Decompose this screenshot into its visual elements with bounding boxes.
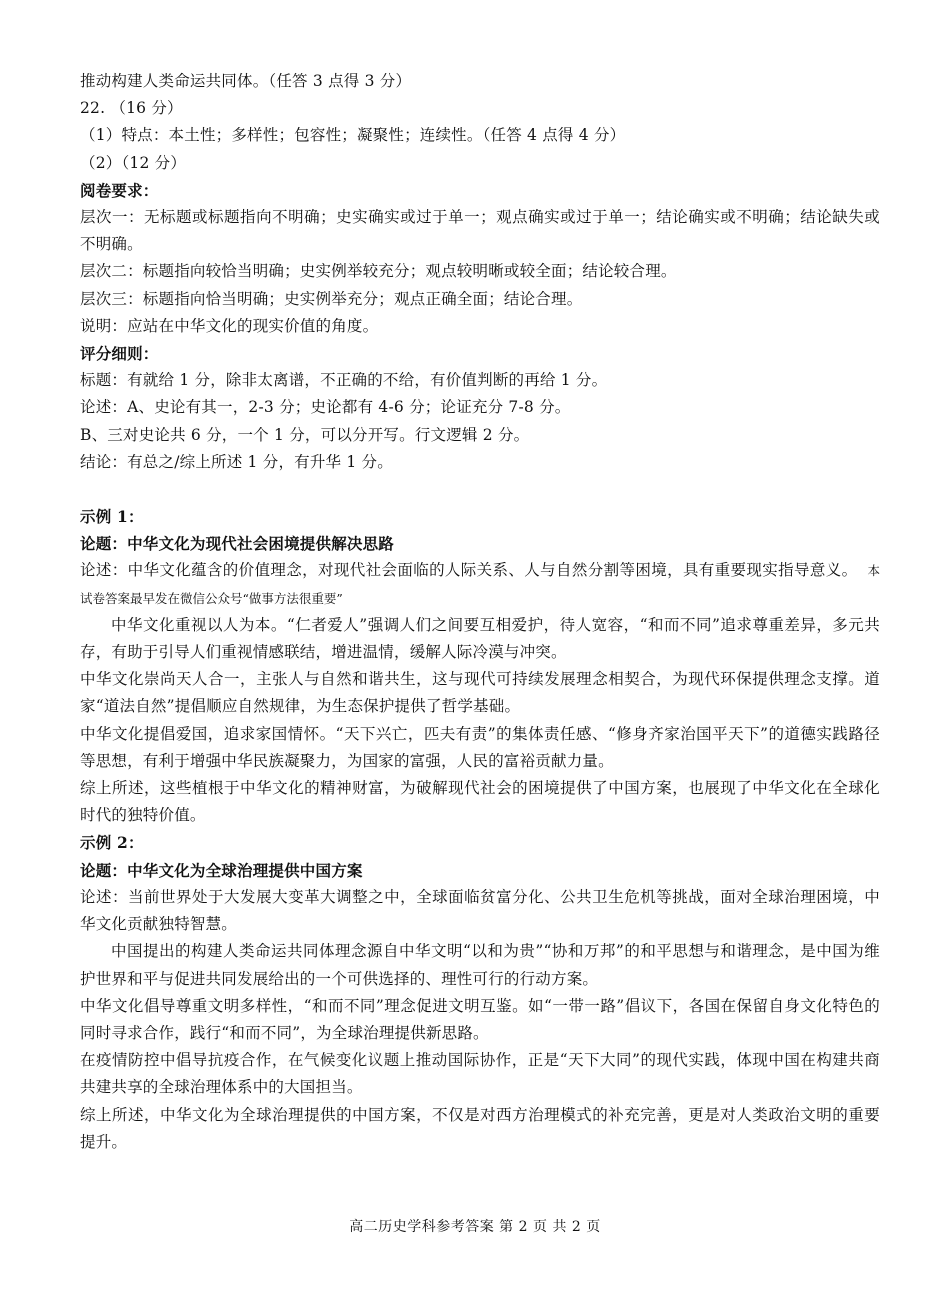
example-2-thesis: 论题：中华文化为全球治理提供中国方案 <box>80 860 363 880</box>
title-scoring-rule: 标题：有就给 1 分，除非太离谱，不正确的不给，有价值判断的再给 1 分。 <box>80 371 608 390</box>
example-2-paragraph-3: 在疫情防控中倡导抗疫合作，在气候变化议题上推动国际协作，正是“天下大同”的现代实践，体现中国在构建共商共建共享的全球治理体系中的大国担当。 <box>80 1051 880 1097</box>
question-22-title: 22. （16 分） <box>80 99 183 118</box>
continuation-line: 推动构建人类命运共同体。（任答 3 点得 3 分） <box>80 72 412 90</box>
example-1-intro <box>80 557 880 611</box>
example-1-paragraph-2: 中华文化崇尚天人合一，主张人与自然和谐共生，这与现代可持续发展理念相契合，为现代环保提供理念支撑。道家“道法自然”提倡顺应自然规律，为生态保护提供了哲学基础。 <box>80 670 880 716</box>
example-1-intro-text: 论述：中华文化蕴含的价值理念，对现代社会面临的人际关系、人与自然分割等困境，具有重要现实指导意义。 <box>80 561 858 580</box>
question-22-part-2: （2）（12 分） <box>80 153 187 172</box>
argument-scoring-rule-b: B、三对史论共 6 分，一个 1 分，可以分开写。行文逻辑 2 分。 <box>80 425 530 444</box>
level-3-criteria: 层次三：标题指向恰当明确；史实例举充分；观点正确全面；结论合理。 <box>80 289 583 308</box>
conclusion-scoring-rule: 结论：有总之/综上所述 1 分，有升华 1 分。 <box>80 452 393 471</box>
section-gap <box>80 476 880 503</box>
level-2-criteria: 层次二：标题指向较恰当明确；史实例举较充分；观点较明晰或较全面；结论较合理。 <box>80 262 677 281</box>
example-1-paragraph-1: 中华文化重视以人为本。“仁者爱人”强调人们之间要互相爱护，待人宽容，“和而不同”追求尊重差异，多元共存，有助于引导人们重视情感联结，增进温情，缓解人际冷漠与冲突。 <box>80 615 880 662</box>
example-2-intro: 论述：当前世界处于大发展大变革大调整之中，全球面临贫富分化、公共卫生危机等挑战，面对全球治理困境，中华文化贡献独特智慧。 <box>80 887 880 934</box>
example-1-thesis: 论题：中华文化为现代社会困境提供解决思路 <box>80 534 395 554</box>
reading-requirements-heading: 阅卷要求： <box>80 180 159 200</box>
example-2-paragraph-2: 中华文化倡导尊重文明多样性，“和而不同”理念促进文明互鉴。如“一带一路”倡议下，各国在保留自身文化特色的同时寻求合作，践行“和而不同”，为全球治理提供新思路。 <box>80 996 880 1042</box>
example-1-paragraph-3: 中华文化提倡爱国，追求家国情怀。“天下兴亡，匹夫有责”的集体责任感、“修身齐家治国平天下”的道德实践路径等思想，有利于增强中华民族凝聚力，为国家的富强，人民的富裕贡献力量。 <box>80 724 880 770</box>
example-1-heading: 示例 1： <box>80 507 144 527</box>
example-2-conclusion: 综上所述，中华文化为全球治理提供的中国方案，不仅是对西方治理模式的补充完善，更是对人类政治文明的重要提升。 <box>80 1105 880 1151</box>
scoring-rules-heading: 评分细则： <box>80 344 159 364</box>
argument-scoring-rule-a: 论述：A、史论有其一，2-3 分；史论都有 4-6 分；论证充分 7-8 分。 <box>80 398 571 417</box>
example-2-heading: 示例 2： <box>80 833 144 853</box>
level-1-criteria: 层次一：无标题或标题指向不明确；史实确实或过于单一；观点确实或过于单一；结论确实或不明确；结论缺失或不明确。 <box>80 208 880 254</box>
criteria-note: 说明：应站在中华文化的现实价值的角度。 <box>80 316 379 335</box>
page-footer: 高二历史学科参考答案 第 2 页 共 2 页 <box>349 1219 601 1235</box>
question-22-part-1: （1）特点：本土性；多样性；包容性；凝聚性；连续性。（任答 4 点得 4 分） <box>80 126 626 145</box>
answer-document <box>80 68 880 1156</box>
example-2-paragraph-1: 中国提出的构建人类命运共同体理念源自中华文明“以和为贵”“协和万邦”的和平思想与和谐理念，是中国为维护世界和平与促进共同发展给出的一个可供选择的、理性可行的行动方案。 <box>80 942 880 988</box>
example-1-conclusion: 综上所述，这些植根于中华文化的精神财富，为破解现代社会的困境提供了中国方案，也展现了中华文化在全球化时代的独特价值。 <box>80 779 880 825</box>
watermark-text: 本试卷答案最早发在微信公众号“做事方法很重要” <box>80 563 880 606</box>
